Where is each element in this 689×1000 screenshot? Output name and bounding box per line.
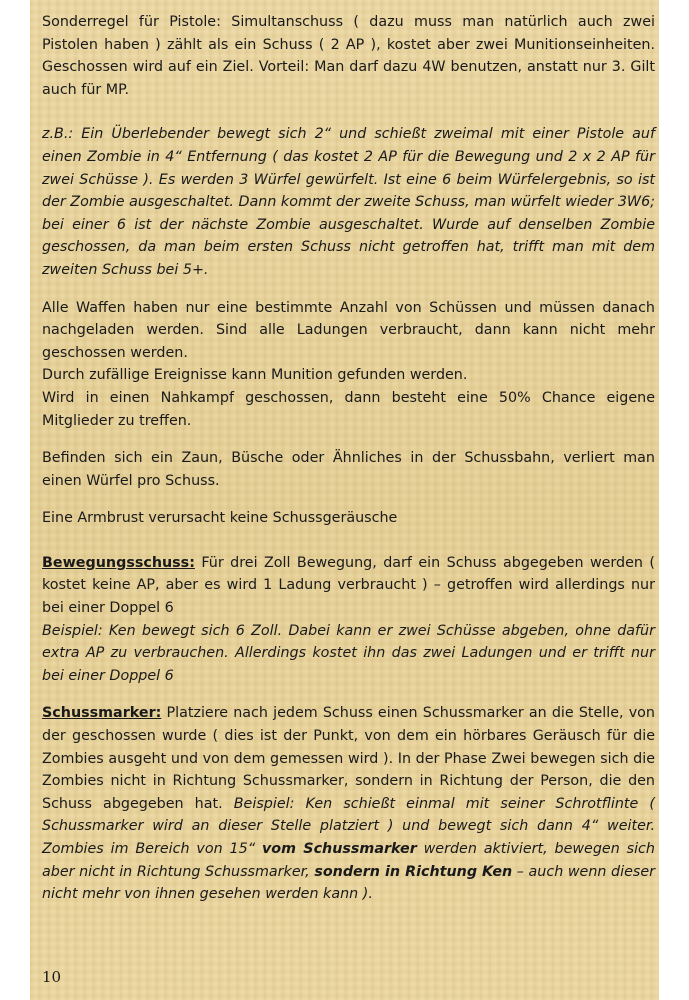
shot-marker-example-bold-1: vom Schussmarker — [261, 841, 417, 857]
movement-shot-text: Für drei Zoll Bewegung, darf ein Schuss abgegeben werden ( kostet keine AP, aber es wird 1 Ladung verbraucht ) – getroffen wird allerdings nur bei einer Doppel 6 — [42, 554, 655, 617]
shot-marker-example-2: werden aktiviert, bewegen sich aber nicht in Richtung Schussmarker, — [42, 841, 655, 880]
pistol-rule-paragraph: Sonderregel für Pistole: Simultanschuss ( dazu muss man natürlich auch zwei Pistolen haben ) zählt als ein Schuss ( 2 AP ), kostet aber zwei Munitionseinheiten. Geschossen wird auf ein Ziel. Vorteil: Man darf dazu 4W benutzen, anstatt nur 3. Gilt auch für MP. — [42, 14, 655, 98]
shot-marker-example-1: Beispiel: Ken schießt einmal mit seiner Schrotflinte ( Schussmarker wird an dieser Stelle platziert ) und bewegt sich dann 4“ weiter. Zombies im Bereich von 15“ — [42, 795, 655, 857]
crossbow-rule-line: Eine Armbrust verursacht keine Schussgeräusche — [42, 510, 398, 527]
pistol-example-paragraph: z.B.: Ein Überlebender bewegt sich 2“ und schießt zweimal mit einer Pistole auf einen Zombie in 4“ Entfernung ( das kostet 2 AP für die Bewegung und 2 x 2 AP für zwei Schüsse ). Es werden 3 Würfel gewürfelt. Ist eine 6 beim Würfelergebnis, so ist der Zombie ausgeschaltet. Dann kommt der zweite Schuss, man würfelt wieder 3W6; bei einer 6 ist der nächste Zombie ausgeschaltet. Wurde auf denselben Zombie geschossen, da man beim ersten Schuss nicht getroffen hat, trifft man mit dem zweiten Schuss bei 5+. — [42, 126, 655, 278]
ammo-found-line: Durch zufällige Ereignisse kann Munition gefunden werden. — [42, 367, 468, 384]
movement-shot-heading: Bewegungsschuss: — [42, 554, 195, 571]
cover-rule-paragraph: Befinden sich ein Zaun, Büsche oder Ähnliches in der Schussbahn, verliert man einen Würfel pro Schuss. — [42, 450, 655, 489]
shot-marker-example-bold-2: sondern in Richtung Ken — [314, 863, 513, 880]
page-content — [42, 11, 655, 906]
ammo-rule-paragraph: Alle Waffen haben nur eine bestimmte Anzahl von Schüssen und müssen danach nachgeladen werden. Sind alle Ladungen verbraucht, dann kann nicht mehr geschossen werden. — [42, 299, 655, 361]
shot-marker-paragraph — [42, 702, 655, 905]
movement-shot-example: Beispiel: Ken bewegt sich 6 Zoll. Dabei kann er zwei Schüsse abgeben, ohne dafür extra AP zu verbrauchen. Allerdings kostet ihn das zwei Ladungen und er trifft nur bei einer Doppel 6 — [42, 622, 655, 684]
parchment-page — [30, 0, 659, 1000]
shot-marker-example-3: – auch wenn dieser nicht mehr von ihnen gesehen werden kann ). — [42, 863, 655, 903]
movement-shot-paragraph — [42, 552, 655, 620]
shot-marker-heading: Schussmarker: — [42, 705, 162, 722]
page-number: 10 — [42, 968, 62, 986]
shot-marker-text: Platziere nach jedem Schuss einen Schussmarker an die Stelle, von der geschossen wurde ( dies ist der Punkt, von dem ein hörbares Geräusch für die Zombies ausgeht und von dem gemessen wird ). In der Phase Zwei bewegen sich die Zombies nicht in Richtung Schussmarker, sondern in Richtung der Person, die den Schuss abgegeben hat. — [42, 705, 655, 812]
melee-shot-paragraph: Wird in einen Nahkampf geschossen, dann besteht eine 50% Chance eigene Mitglieder zu treffen. — [42, 389, 655, 429]
